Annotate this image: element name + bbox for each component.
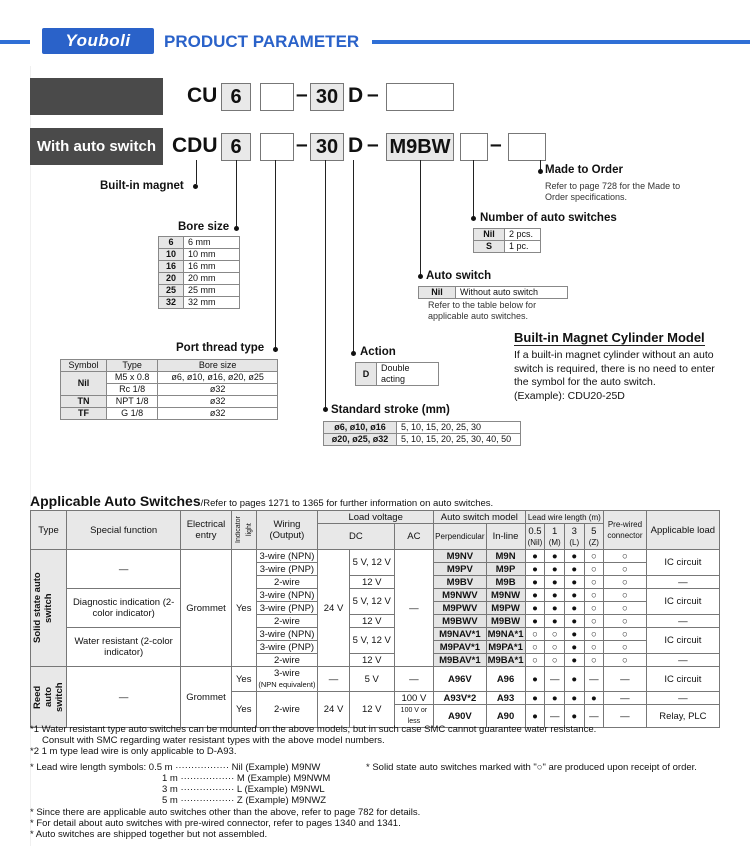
th: AC <box>394 524 434 550</box>
lead-wire-5m: 5 m ················· Z (Example) M9NWZ <box>162 795 327 806</box>
note-3: * Auto switches are shipped together but not assembled. <box>30 829 268 840</box>
cell: ○ <box>584 550 604 563</box>
th-indicator: Indicator light <box>234 516 253 544</box>
made-to-order-label: Made to Order <box>545 164 623 176</box>
cell: ● <box>565 563 585 576</box>
cell: 3-wire (PNP) <box>256 563 317 576</box>
cell: — <box>604 692 647 705</box>
cell: M9PAV*1 <box>434 641 486 654</box>
leader-dot <box>323 407 328 412</box>
cell: 5 V, 12 V <box>349 628 394 654</box>
cell: — <box>318 667 350 692</box>
cell: IC circuit <box>646 667 719 692</box>
cell: NPT 1/8 <box>106 396 157 408</box>
code2-count-box <box>460 133 488 161</box>
cell: 32 <box>159 297 184 309</box>
cell: M9NWV <box>434 589 486 602</box>
cell: 3-wire (PNP) <box>256 641 317 654</box>
leader-action <box>353 160 354 354</box>
group-reed <box>31 667 67 728</box>
cell: ø32 <box>158 408 278 420</box>
code2-dash2: – <box>367 133 379 156</box>
cell: — <box>67 667 181 728</box>
cell: 5, 10, 15, 20, 25, 30 <box>397 422 521 434</box>
cell: — <box>646 654 719 667</box>
cell: ● <box>565 602 585 615</box>
cell: IC circuit <box>646 550 719 576</box>
note-1: * Since there are applicable auto switches other than the above, refer to page 782 for details. <box>30 807 421 818</box>
code2-switch-box: M9BW <box>386 133 454 161</box>
cell: A96V <box>434 667 486 692</box>
leader-dot <box>351 351 356 356</box>
th-l05: 0.5 <box>528 525 542 537</box>
cell: ø20, ø25, ø32 <box>324 434 397 446</box>
cell: M9NAV*1 <box>434 628 486 641</box>
code1-stroke-box: 30 <box>310 83 344 111</box>
cell: M9N <box>486 550 525 563</box>
cell: 5 V, 12 V <box>349 589 394 615</box>
note-2: * For detail about auto switches with pre-wired connector, refer to pages 1340 and 1341. <box>30 818 401 829</box>
code1-dash1: – <box>296 83 308 106</box>
cell: ○ <box>584 654 604 667</box>
cell: 1 pc. <box>505 241 541 253</box>
cell: ø32 <box>158 384 278 396</box>
th: Special function <box>67 511 181 550</box>
th <box>525 524 545 550</box>
cell: ø6, ø10, ø16, ø20, ø25 <box>158 372 278 384</box>
th <box>565 524 585 550</box>
th: Electrical entry <box>181 511 231 550</box>
cell: — <box>646 576 719 589</box>
cell: ○ <box>604 589 647 602</box>
cell: ● <box>565 705 585 728</box>
cell: 32 mm <box>184 297 240 309</box>
leader-dot <box>471 216 476 221</box>
cell: M9B <box>486 576 525 589</box>
th-l3s: (L) <box>569 537 580 547</box>
cell: 2-wire <box>256 615 317 628</box>
cell: Water resistant (2-color indicator) <box>67 628 181 667</box>
builtin-example: (Example): CDU20-25D <box>514 389 625 402</box>
cell: ● <box>565 667 585 692</box>
cell: M9NA*1 <box>487 628 524 640</box>
header-line-left <box>0 40 30 44</box>
cell: Double acting <box>377 363 439 386</box>
leader-auto-switch <box>420 160 421 278</box>
cell: — <box>604 667 647 692</box>
cell: ● <box>525 615 545 628</box>
page-title: PRODUCT PARAMETER <box>164 32 360 51</box>
cell: — <box>394 550 434 667</box>
cell: ● <box>584 692 604 705</box>
cell: M9BA*1 <box>487 654 524 666</box>
cell: G 1/8 <box>106 408 157 420</box>
auto-switch-table <box>418 286 568 299</box>
bore-size-label: Bore size <box>178 221 230 233</box>
lead-wire-3m: 3 m ················· L (Example) M9NWL <box>162 784 325 795</box>
cell: ● <box>525 550 545 563</box>
th <box>545 524 565 550</box>
header-line-right <box>372 40 750 44</box>
cell: 10 <box>159 249 184 261</box>
cell: M9BW <box>486 615 525 628</box>
leader-magnet <box>196 160 197 184</box>
code2-stroke-box: 30 <box>310 133 344 161</box>
th <box>584 524 604 550</box>
leader-dot <box>418 274 423 279</box>
cell: ● <box>565 550 585 563</box>
cell: ○ <box>604 641 647 654</box>
cell: ● <box>565 576 585 589</box>
code1-prefix: CU <box>187 84 218 107</box>
cell: ○ <box>584 628 604 641</box>
cell: ● <box>565 628 585 641</box>
code1-port-box <box>260 83 294 111</box>
cell: M9NW <box>486 589 525 602</box>
th: Type <box>31 511 67 550</box>
solid-state-note: * Solid state auto switches marked with "○" are produced upon receipt of order. <box>366 762 697 773</box>
cell: — <box>67 550 181 589</box>
cell: ○ <box>545 654 565 667</box>
leader-count <box>473 160 474 220</box>
port-thread-label: Port thread type <box>176 342 265 354</box>
action-table <box>355 362 439 386</box>
th: Load voltage <box>318 511 434 524</box>
cell: ○ <box>584 641 604 654</box>
th: Applicable load <box>646 511 719 550</box>
group-solid <box>31 550 67 667</box>
leader-dot <box>538 169 543 174</box>
lead-wire-title: * Lead wire length symbols: 0.5 m ················· Nil (Example) M9NW <box>30 762 321 773</box>
cell: ● <box>565 692 585 705</box>
cell: ● <box>565 654 585 667</box>
cell: A93V*2 <box>434 692 486 705</box>
code1-bore-box: 6 <box>221 83 251 111</box>
th-l05s: (Nil) <box>527 537 543 547</box>
cell: 6 <box>159 237 184 249</box>
cell: — <box>394 667 434 692</box>
cell: ○ <box>525 654 545 667</box>
th: In-line <box>486 524 525 550</box>
cell: ○ <box>604 615 647 628</box>
group-reed-text: Reed auto switch <box>32 682 65 712</box>
leader-bore <box>236 160 237 230</box>
cell: M5 x 0.8 <box>106 372 157 384</box>
cell: ● <box>565 641 585 654</box>
cell: IC circuit <box>646 589 719 615</box>
code1-action: D <box>348 84 364 107</box>
cell: ø32 <box>158 396 278 408</box>
cell: ○ <box>545 641 565 654</box>
th: Wiring (Output) <box>256 511 317 550</box>
cell: ● <box>525 705 545 728</box>
th-l5: 5 <box>591 525 597 537</box>
cell: ○ <box>525 641 545 654</box>
cell: 12 V <box>349 692 394 728</box>
cell: ● <box>565 589 585 602</box>
cell: 2 pcs. <box>505 229 541 241</box>
with-auto-switch-label: With auto switch <box>30 128 163 165</box>
cell: 5 V <box>349 667 394 692</box>
cell: A90V <box>434 705 486 728</box>
cell: ● <box>525 589 545 602</box>
cell: TF <box>61 408 107 420</box>
cell: ○ <box>604 550 647 563</box>
cell: M9P <box>486 563 525 576</box>
cell: ● <box>525 667 545 692</box>
cell: 12 V <box>349 654 394 667</box>
action-label: Action <box>360 346 396 358</box>
cell: 24 V <box>318 692 350 728</box>
cell: 20 mm <box>184 273 240 285</box>
cell: ● <box>565 615 585 628</box>
cell: ○ <box>584 563 604 576</box>
built-in-magnet-label: Built-in magnet <box>100 180 184 192</box>
code2-dash1: – <box>296 133 308 156</box>
cell: S <box>474 241 505 253</box>
th-l5s: (Z) <box>588 537 599 547</box>
leader-dot <box>193 184 198 189</box>
stroke-label: Standard stroke (mm) <box>331 404 450 416</box>
cell: ○ <box>604 563 647 576</box>
cell: A96 <box>486 667 525 692</box>
cell: 2-wire <box>256 654 317 667</box>
cell: — <box>584 705 604 728</box>
cell: 5 V, 12 V <box>349 550 394 576</box>
cell: 16 <box>159 261 184 273</box>
cell: ○ <box>545 628 565 641</box>
cell: Type <box>106 360 157 372</box>
cell: TN <box>61 396 107 408</box>
model-label-blank <box>30 78 163 115</box>
cell: D <box>356 363 377 386</box>
cell: ○ <box>604 628 647 641</box>
builtin-description: If a built-in magnet cylinder without an auto switch is required, there is no need to enter the symbol for the auto switch. <box>514 349 715 388</box>
stroke-table <box>323 421 521 446</box>
cell: Yes <box>231 692 256 728</box>
cell: 5, 10, 15, 20, 25, 30, 40, 50 <box>397 434 521 446</box>
cell: 12 V <box>349 576 394 589</box>
num-switches-table <box>473 228 541 253</box>
cell: M9NV <box>434 550 486 563</box>
th-l1s: (M) <box>548 537 561 547</box>
cell: Grommet <box>181 550 231 667</box>
cell: ● <box>525 692 545 705</box>
cell: Nil <box>474 229 505 241</box>
leader-port <box>275 160 276 352</box>
cell: ● <box>545 615 565 628</box>
cell: ● <box>545 589 565 602</box>
leader-stroke <box>325 160 326 410</box>
cell: 20 <box>159 273 184 285</box>
cell: M9PA*1 <box>486 641 525 654</box>
th-l1: 1 <box>552 525 558 537</box>
cell: M9BWV <box>434 615 486 628</box>
cell: A93 <box>486 692 525 705</box>
wiring-npn-eq: (NPN equivalent) <box>258 680 316 689</box>
cell: IC circuit <box>646 628 719 654</box>
cell: A90 <box>486 705 525 728</box>
code2-dash3: – <box>490 133 502 156</box>
cell: ● <box>545 550 565 563</box>
num-switches-label: Number of auto switches <box>480 212 617 224</box>
cell: Yes <box>231 667 256 692</box>
cell: ○ <box>584 589 604 602</box>
cell: Grommet <box>181 667 231 728</box>
cell: M9BV <box>434 576 486 589</box>
code2-port-box <box>260 133 294 161</box>
cell: M9BAV*1 <box>434 654 486 667</box>
code2-mto-box <box>508 133 546 161</box>
cell: ● <box>525 563 545 576</box>
footnote-1b: Consult with SMC regarding water resistant types with the above model numbers. <box>42 735 385 746</box>
cell: ● <box>545 602 565 615</box>
cell: — <box>584 667 604 692</box>
th: Perpendicular <box>434 524 486 550</box>
cell: ○ <box>584 602 604 615</box>
cell: Symbol <box>61 360 107 372</box>
th <box>231 511 256 550</box>
cell: 2-wire <box>256 692 317 728</box>
cell: Rc 1/8 <box>106 384 157 396</box>
cell: — <box>604 705 647 728</box>
switches-title-text: Applicable Auto Switches <box>30 493 201 509</box>
wiring-3wire: 3-wire <box>273 668 300 679</box>
cell: 16 mm <box>184 261 240 273</box>
th: Auto switch model <box>434 511 525 524</box>
lead-wire-1m: 1 m ················· M (Example) M9NWM <box>162 773 331 784</box>
builtin-text <box>514 349 729 403</box>
made-to-order-note: Refer to page 728 for the Made to Order specifications. <box>545 181 681 202</box>
th: Pre-wired connector <box>604 511 647 550</box>
port-thread-table <box>60 359 278 420</box>
cell: Nil <box>61 372 107 396</box>
code2-prefix: CDU <box>172 134 218 157</box>
cell: ø6, ø10, ø16 <box>324 422 397 434</box>
code2-action: D <box>348 134 364 157</box>
cell: ○ <box>584 576 604 589</box>
cell: 3-wire (NPN) <box>256 628 317 641</box>
cell: — <box>646 692 719 705</box>
cell: Yes <box>231 550 256 667</box>
cell: 10 mm <box>184 249 240 261</box>
cell: ○ <box>525 628 545 641</box>
cell: 100 V or less <box>394 705 434 728</box>
code1-mto-box <box>386 83 454 111</box>
footnote-2: *2 1 m type lead wire is only applicable to D-A93. <box>30 746 237 757</box>
cell: 12 V <box>349 615 394 628</box>
cell <box>256 667 317 692</box>
cell: 25 mm <box>184 285 240 297</box>
cell: 2-wire <box>256 576 317 589</box>
cell: ● <box>545 576 565 589</box>
cell: 100 V <box>394 692 434 705</box>
cell: ○ <box>604 602 647 615</box>
th: DC <box>318 524 394 550</box>
code2-bore-box: 6 <box>221 133 251 161</box>
switches-table <box>30 510 720 728</box>
footnote-1: *1 Water resistant type auto switches can be mounted on the above models, but in such case SMC cannot guarantee water resistance. <box>30 724 597 735</box>
cell: 3-wire (NPN) <box>256 589 317 602</box>
cell: Nil <box>419 287 456 299</box>
th: Lead wire length (m) <box>525 511 604 524</box>
auto-switch-label: Auto switch <box>426 270 492 282</box>
bore-size-table <box>158 236 240 309</box>
cell: Without auto switch <box>456 287 568 299</box>
cell: ○ <box>604 576 647 589</box>
cell: M9PWV <box>434 602 486 615</box>
cell: — <box>545 705 565 728</box>
cell: — <box>646 615 719 628</box>
cell: ● <box>525 602 545 615</box>
cell: ○ <box>584 615 604 628</box>
auto-switch-note: Refer to the table below for applicable auto switches. <box>428 300 537 321</box>
cell: 25 <box>159 285 184 297</box>
cell: 3-wire (NPN) <box>256 550 317 563</box>
switches-subtitle: /Refer to pages 1271 to 1365 for further information on auto switches. <box>200 498 494 509</box>
th-l3: 3 <box>571 525 577 537</box>
cell: ● <box>525 576 545 589</box>
cell: M9PV <box>434 563 486 576</box>
cell: — <box>545 667 565 692</box>
cell: ○ <box>604 654 647 667</box>
cell: 3-wire (PNP) <box>256 602 317 615</box>
code1-dash2: – <box>367 83 379 106</box>
group-solid-text: Solid state auto switch <box>32 572 54 644</box>
cell: Relay, PLC <box>646 705 719 728</box>
cell: M9PW <box>486 602 525 615</box>
cell: 6 mm <box>184 237 240 249</box>
leader-dot <box>273 347 278 352</box>
cell: ● <box>545 563 565 576</box>
cell: Diagnostic indication (2-color indicator) <box>67 589 181 628</box>
cell: Bore size <box>158 360 278 372</box>
brand-logo: Youboli <box>42 28 154 54</box>
cell: ● <box>545 692 565 705</box>
cell: 24 V <box>318 550 350 667</box>
builtin-title: Built-in Magnet Cylinder Model <box>514 330 705 345</box>
leader-dot <box>234 226 239 231</box>
switches-title <box>30 493 493 509</box>
